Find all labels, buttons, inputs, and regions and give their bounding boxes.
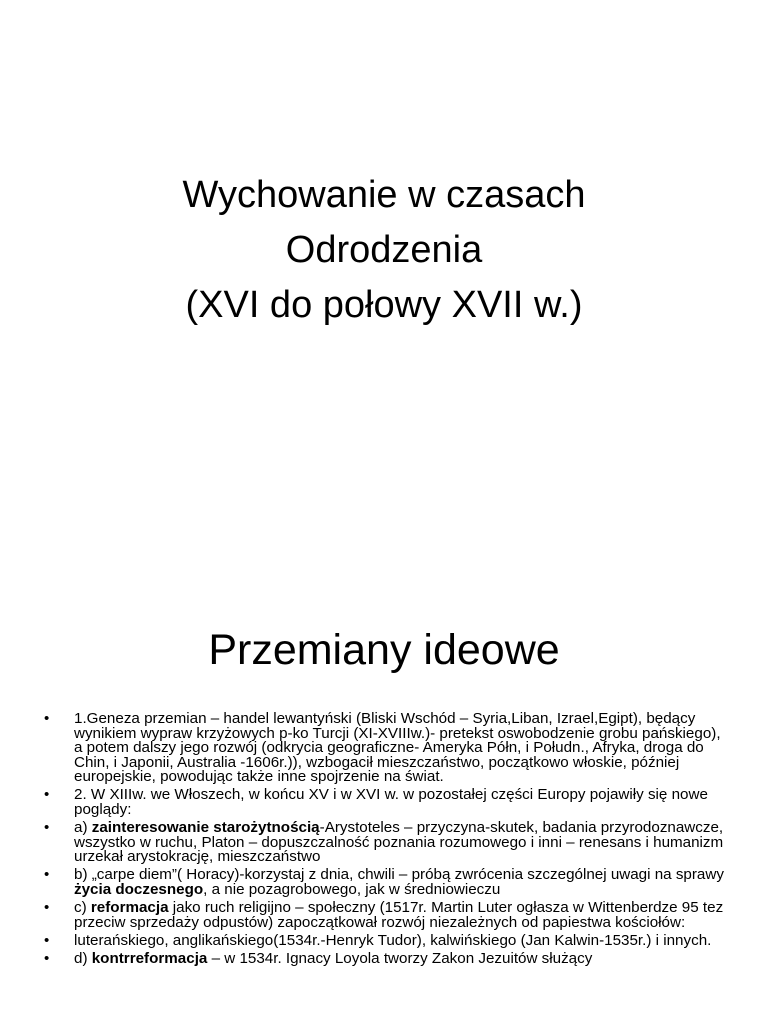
- bullet-text-prefix: c): [74, 899, 91, 917]
- bullet-text-bold: kontrreformacja: [91, 949, 208, 967]
- bullet-text-suffix: – w 1534r. Ignacy Loyola tworzy Zakon Jezuitów służący: [207, 949, 593, 967]
- bullet-text-prefix: d): [74, 949, 92, 967]
- bullet-dot-icon: •: [44, 899, 50, 917]
- bullet-dot-icon: •: [44, 866, 50, 884]
- bullet-text-suffix: jako ruch religijno – społeczny (1517r. Martin Luter ogłasza w Wittenberdze 95 tez przeciw sprzedaży odpustów) zapoczątkował rozwój niezależnych od papiestwa kościołów:: [74, 899, 724, 931]
- bullet-text-bold: życia doczesnego: [74, 881, 204, 899]
- slide1-title: [0, 168, 768, 333]
- bullet-text: 2. W XIIIw. we Włoszech, w końcu XV i w XVI w. w pozostałej części Europy pojawiły się nowe poglądy:: [74, 786, 708, 819]
- bullet-item: [0, 712, 768, 785]
- bullet-text-prefix: a): [74, 819, 92, 837]
- bullet-text-suffix: , a nie pozagrobowego, jak w średniowieczu: [203, 881, 501, 899]
- bullet-text-bold: zainteresowanie starożytnością: [91, 819, 320, 837]
- bullet-dot-icon: •: [44, 819, 50, 837]
- bullet-item: [0, 868, 768, 897]
- bullet-text-bold: reformacja: [90, 899, 169, 917]
- bullet-text-prefix: b) „carpe diem”( Horacy)-korzystaj z dnia, chwili – próbą zwrócenia szczególnej uwagi na sprawy: [74, 866, 724, 884]
- slide1-title-line-3: (XVI do połowy XVII w.): [185, 284, 583, 326]
- slide1-title-line-1: Wychowanie w czasach: [182, 174, 586, 216]
- bullet-list: [0, 712, 768, 970]
- bullet-item: [0, 788, 768, 817]
- bullet-item: [0, 931, 768, 949]
- bullet-dot-icon: •: [44, 949, 50, 967]
- bullet-text: 1.Geneza przemian – handel lewantyński (Bliski Wschód – Syria,Liban, Izrael,Egipt), będący wynikiem wypraw krzyżowych p-ko Turcji (XI-XVIIIw.)- pretekst oswobodzenie grobu pańskiego), a potem dalszy jego rozwój (odkrycia geograficzne- Ameryka Półn, i Połudn., Afryka, droga do Chin, i Japonii, Australia -1606r.)), wzbogacił mieszczaństwo, początkowo włoskie, później europejskie, powodując także inne spojrzenie na świat.: [74, 710, 721, 786]
- bullet-dot-icon: •: [44, 710, 50, 727]
- bullet-item: [0, 901, 768, 930]
- bullet-dot-icon: •: [44, 786, 50, 804]
- bullet-item: [0, 821, 768, 865]
- slide1-title-line-2: Odrodzenia: [285, 229, 483, 271]
- bullet-item: [0, 949, 768, 967]
- bullet-text: luterańskiego, anglikańskiego(1534r.-Henryk Tudor), kalwińskiego (Jan Kalwin-1535r.) i innych.: [74, 931, 712, 949]
- slide2-title: Przemiany ideowe: [208, 626, 560, 674]
- bullet-dot-icon: •: [44, 931, 50, 949]
- bullet-text-suffix: -Arystoteles – przyczyna-skutek, badania przyrodoznawcze, wszystko w ruchu, Platon – dopuszczalność poznania rozumowego i inni – renesans i humanizm urzekał arystokrację, mieszczaństwo: [74, 819, 724, 866]
